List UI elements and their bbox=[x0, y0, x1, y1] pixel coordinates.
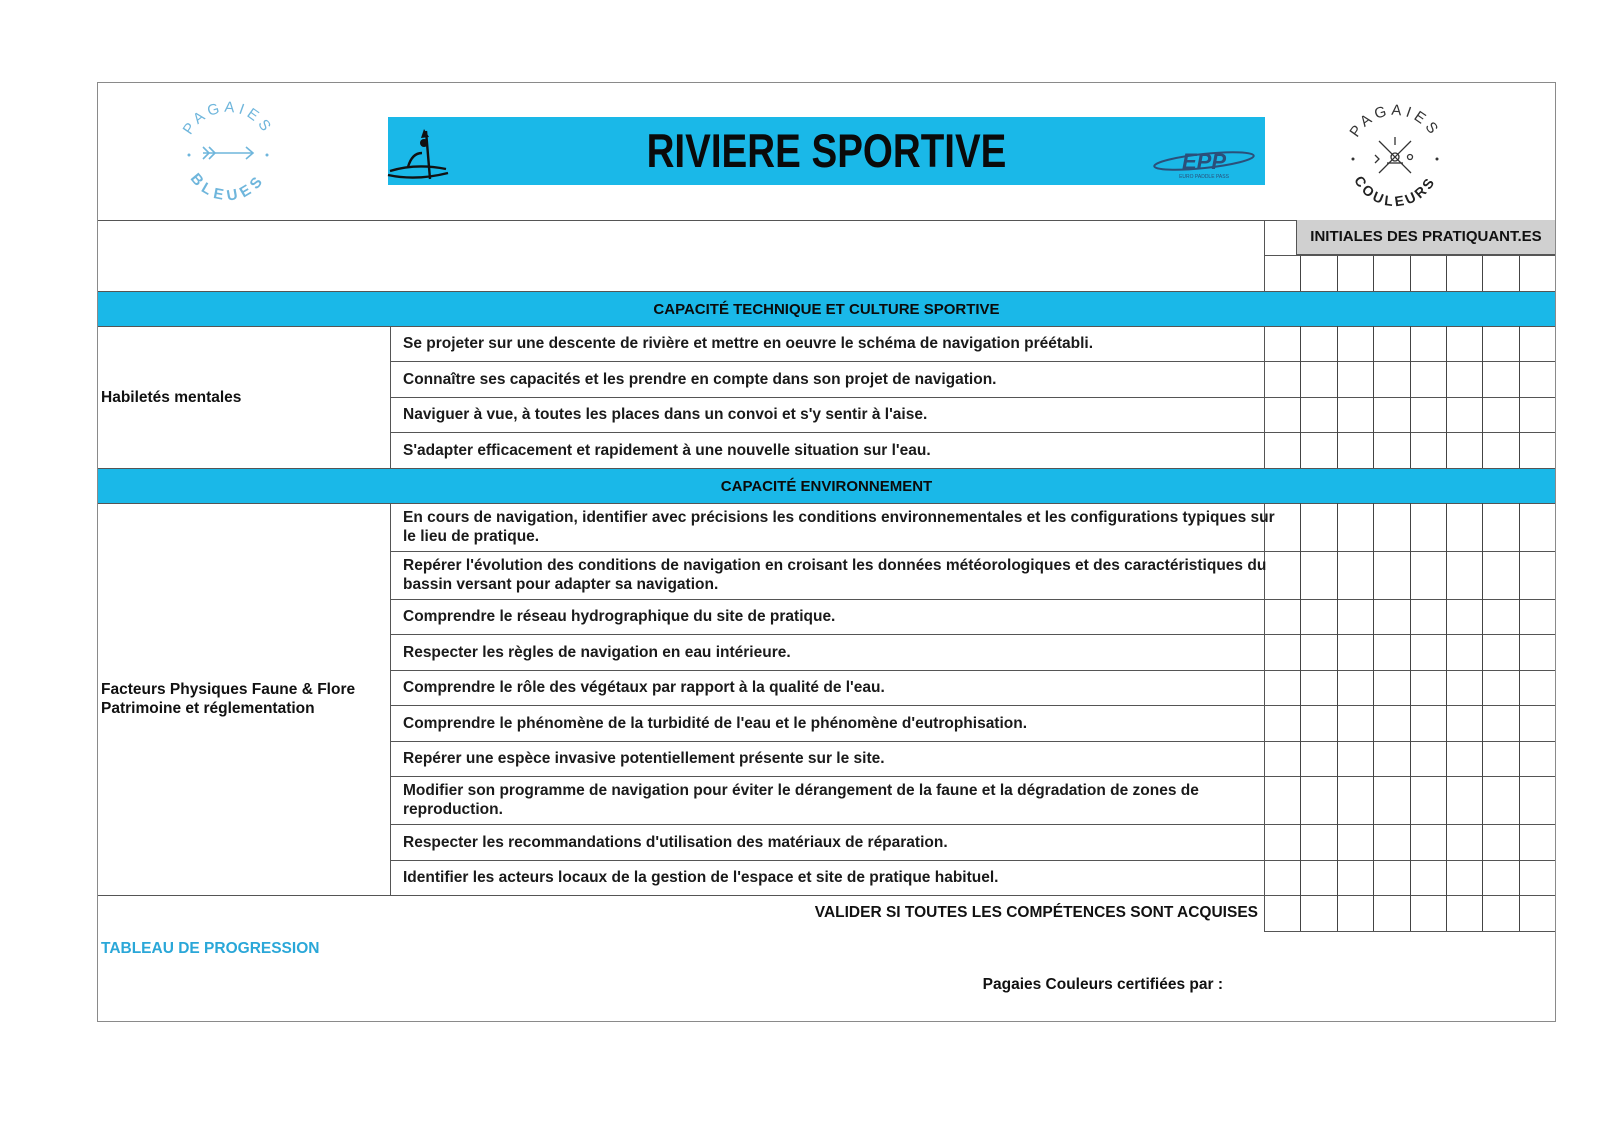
logo-pagaies-bleues-graphic bbox=[173, 97, 283, 207]
category-habiletes bbox=[101, 326, 391, 468]
initials-cell[interactable] bbox=[1373, 741, 1409, 776]
initials-cell[interactable] bbox=[1337, 255, 1373, 291]
initials-cell[interactable] bbox=[1300, 432, 1336, 468]
section-band-technique bbox=[98, 291, 1555, 327]
initials-cell[interactable] bbox=[1337, 824, 1373, 860]
initials-cell[interactable] bbox=[1410, 634, 1446, 670]
initials-cell[interactable] bbox=[1264, 432, 1300, 468]
initials-cell[interactable] bbox=[1264, 741, 1300, 776]
criterion-text: En cours de navigation, identifier avec précisions les conditions environnementales et les configurations typiques sur le lieu de pratique. bbox=[403, 509, 1275, 545]
svg-text:PAGAIES bbox=[180, 99, 277, 138]
initials-cell[interactable] bbox=[1373, 776, 1409, 824]
initials-cell[interactable] bbox=[1373, 705, 1409, 741]
initials-cell[interactable] bbox=[1300, 551, 1336, 599]
initials-cell[interactable] bbox=[1446, 503, 1482, 551]
initials-cell[interactable] bbox=[1519, 670, 1555, 705]
category-facteurs bbox=[101, 503, 391, 895]
kayaker-icon bbox=[386, 129, 450, 185]
initials-cell[interactable] bbox=[1519, 824, 1555, 860]
initials-cell[interactable] bbox=[1300, 326, 1336, 361]
criterion-text: S'adapter efficacement et rapidement à une nouvelle situation sur l'eau. bbox=[403, 441, 931, 459]
initials-cell[interactable] bbox=[1410, 361, 1446, 397]
initials-cell[interactable] bbox=[1519, 361, 1555, 397]
criterion-row bbox=[400, 551, 1290, 599]
initials-cell[interactable] bbox=[1482, 503, 1518, 551]
initials-cell[interactable] bbox=[1410, 599, 1446, 634]
criterion-row bbox=[400, 634, 1290, 670]
criterion-text: Comprendre le phénomène de la turbidité de l'eau et le phénomène d'eutrophisation. bbox=[403, 714, 1028, 732]
section-band-environnement bbox=[98, 468, 1555, 504]
initials-cell[interactable] bbox=[1482, 326, 1518, 361]
initials-cell[interactable] bbox=[1519, 860, 1555, 895]
initials-cell[interactable] bbox=[1300, 361, 1336, 397]
initials-cell[interactable] bbox=[1482, 705, 1518, 741]
category-label: Habiletés mentales bbox=[101, 388, 242, 406]
initials-cell[interactable] bbox=[1337, 634, 1373, 670]
initials-cell[interactable] bbox=[1410, 551, 1446, 599]
criterion-row bbox=[400, 741, 1290, 776]
initials-cell[interactable] bbox=[1373, 551, 1409, 599]
compass-icon bbox=[1375, 137, 1413, 173]
category-label-line1: Facteurs Physiques Faune & Flore bbox=[101, 681, 356, 698]
initials-cell[interactable] bbox=[1482, 551, 1518, 599]
category-label-line2: Patrimoine et réglementation bbox=[101, 700, 315, 717]
initials-cell[interactable] bbox=[1300, 860, 1336, 895]
sponsor-logo bbox=[1148, 145, 1260, 181]
initials-cell[interactable] bbox=[1300, 824, 1336, 860]
initials-cell[interactable] bbox=[1337, 361, 1373, 397]
initials-cell[interactable] bbox=[1410, 741, 1446, 776]
criterion-text: Identifier les acteurs locaux de la gestion de l'espace et site de pratique habituel. bbox=[403, 869, 999, 886]
criterion-text: Comprendre le réseau hydrographique du site de pratique. bbox=[403, 608, 836, 625]
initials-cell[interactable] bbox=[1264, 705, 1300, 741]
initials-cell[interactable] bbox=[1373, 599, 1409, 634]
initials-cell[interactable] bbox=[1482, 634, 1518, 670]
initials-cell[interactable] bbox=[1373, 503, 1409, 551]
initials-cell[interactable] bbox=[1300, 741, 1336, 776]
initials-header-label: INITIALES DES PRATIQUANT.ES bbox=[1310, 228, 1542, 245]
criterion-text: Repérer une espèce invasive potentiellement présente sur le site. bbox=[403, 750, 885, 767]
criterion-text: Modifier son programme de navigation pour éviter le dérangement de la faune et la dégradation de zones de reproduction. bbox=[403, 782, 1199, 818]
initials-cell[interactable] bbox=[1337, 860, 1373, 895]
initials-cell[interactable] bbox=[1337, 397, 1373, 432]
initials-cell[interactable] bbox=[1519, 255, 1555, 291]
initials-cell[interactable] bbox=[1373, 824, 1409, 860]
logo-pagaies-bleues bbox=[173, 97, 283, 207]
initials-cell[interactable] bbox=[1519, 551, 1555, 599]
progress-sheet bbox=[97, 82, 1556, 1022]
criterion-row bbox=[400, 705, 1290, 741]
initials-cell[interactable] bbox=[1410, 503, 1446, 551]
criterion-text: Naviguer à vue, à toutes les places dans un convoi et s'y sentir à l'aise. bbox=[403, 406, 928, 423]
logo-right-bottom-text: COULEURS bbox=[1351, 172, 1439, 210]
initials-cell[interactable] bbox=[1264, 503, 1300, 551]
initials-cell[interactable] bbox=[1410, 326, 1446, 361]
initials-cell[interactable] bbox=[1337, 741, 1373, 776]
initials-cell[interactable] bbox=[1446, 599, 1482, 634]
initials-cell[interactable] bbox=[1519, 741, 1555, 776]
initials-cell[interactable] bbox=[1482, 741, 1518, 776]
criterion-row bbox=[400, 670, 1290, 705]
initials-cell[interactable] bbox=[1482, 361, 1518, 397]
criterion-row bbox=[400, 397, 1290, 432]
criterion-text: Connaître ses capacités et les prendre en compte dans son projet de navigation. bbox=[403, 370, 997, 388]
initials-cell[interactable] bbox=[1373, 670, 1409, 705]
initials-cell[interactable] bbox=[1446, 824, 1482, 860]
initials-cell[interactable] bbox=[1410, 255, 1446, 291]
initials-cell[interactable] bbox=[1410, 432, 1446, 468]
initials-cell[interactable] bbox=[1300, 705, 1336, 741]
initials-cell[interactable] bbox=[1300, 776, 1336, 824]
initials-cell[interactable] bbox=[1373, 397, 1409, 432]
initials-cell[interactable] bbox=[1446, 741, 1482, 776]
initials-cell[interactable] bbox=[1264, 255, 1300, 291]
progress-label: TABLEAU DE PROGRESSION bbox=[101, 940, 320, 957]
initials-cell[interactable] bbox=[1337, 503, 1373, 551]
validate-label: VALIDER SI TOUTES LES COMPÉTENCES SONT ACQUISES bbox=[814, 904, 1258, 921]
initials-cell[interactable] bbox=[1300, 895, 1336, 931]
initials-cell[interactable] bbox=[1264, 824, 1300, 860]
initials-cell[interactable] bbox=[1337, 326, 1373, 361]
initials-cell[interactable] bbox=[1446, 361, 1482, 397]
initials-cell[interactable] bbox=[1373, 432, 1409, 468]
logo-left-top-text: PAGAIES bbox=[179, 98, 277, 138]
criterion-text: Respecter les règles de navigation en eau intérieure. bbox=[403, 643, 791, 661]
initials-cell[interactable] bbox=[1446, 326, 1482, 361]
initials-cell[interactable] bbox=[1446, 634, 1482, 670]
logo-pagaies-couleurs bbox=[1339, 101, 1451, 213]
initials-cell[interactable] bbox=[1337, 551, 1373, 599]
sponsor-logo-text: EPP bbox=[1181, 149, 1227, 174]
initials-cell[interactable] bbox=[1337, 705, 1373, 741]
logo-right-top-text: PAGAIES bbox=[1346, 101, 1444, 141]
initials-cell[interactable] bbox=[1410, 824, 1446, 860]
initials-cell[interactable] bbox=[1264, 397, 1300, 432]
initials-cell[interactable] bbox=[1519, 326, 1555, 361]
initials-cell[interactable] bbox=[1337, 895, 1373, 931]
initials-cell[interactable] bbox=[1482, 432, 1518, 468]
initials-cell[interactable] bbox=[1446, 255, 1482, 291]
arrow-icon bbox=[203, 147, 253, 159]
initials-cell[interactable] bbox=[1482, 670, 1518, 705]
section-title-environnement: CAPACITÉ ENVIRONNEMENT bbox=[720, 478, 933, 495]
initials-cell[interactable] bbox=[1373, 255, 1409, 291]
initials-cell[interactable] bbox=[1519, 599, 1555, 634]
initials-cell[interactable] bbox=[1519, 776, 1555, 824]
initials-cell[interactable] bbox=[1519, 895, 1555, 931]
initials-cell[interactable] bbox=[1300, 599, 1336, 634]
initials-cell[interactable] bbox=[1264, 860, 1300, 895]
initials-cell[interactable] bbox=[1446, 670, 1482, 705]
criterion-text: Repérer l'évolution des conditions de navigation en croisant les données météorologiques et des caractéristiques du bassin versant pour adapter sa navigation. bbox=[403, 557, 1267, 593]
initials-cell[interactable] bbox=[1519, 705, 1555, 741]
initials-cell[interactable] bbox=[1337, 599, 1373, 634]
initials-cell[interactable] bbox=[1264, 634, 1300, 670]
initials-cell[interactable] bbox=[1446, 432, 1482, 468]
svg-text:BLEUES bbox=[187, 170, 269, 204]
initials-cell[interactable] bbox=[1264, 551, 1300, 599]
initials-cell[interactable] bbox=[1410, 776, 1446, 824]
initials-cell[interactable] bbox=[1410, 670, 1446, 705]
initials-cell[interactable] bbox=[1300, 503, 1336, 551]
initials-cell[interactable] bbox=[1410, 895, 1446, 931]
initials-cell[interactable] bbox=[1482, 895, 1518, 931]
logo-pagaies-couleurs-graphic bbox=[1339, 101, 1451, 213]
initials-cell[interactable] bbox=[1337, 670, 1373, 705]
initials-cell[interactable] bbox=[1446, 860, 1482, 895]
initials-cell[interactable] bbox=[1300, 255, 1336, 291]
initials-cell[interactable] bbox=[1264, 361, 1300, 397]
initials-cell[interactable] bbox=[1373, 361, 1409, 397]
initials-cell[interactable] bbox=[1373, 326, 1409, 361]
initials-cell[interactable] bbox=[1300, 397, 1336, 432]
initials-cell[interactable] bbox=[1482, 255, 1518, 291]
initials-cell[interactable] bbox=[1410, 397, 1446, 432]
sponsor-logo-subtext: EURO PADDLE PASS bbox=[1179, 174, 1229, 180]
criterion-row bbox=[400, 824, 1290, 860]
initials-cell[interactable] bbox=[1410, 860, 1446, 895]
initials-cell[interactable] bbox=[1373, 860, 1409, 895]
initials-cell[interactable] bbox=[1482, 397, 1518, 432]
initials-cell[interactable] bbox=[1264, 670, 1300, 705]
initials-cell[interactable] bbox=[1264, 895, 1300, 931]
initials-cell[interactable] bbox=[1300, 634, 1336, 670]
initials-cell[interactable] bbox=[1446, 776, 1482, 824]
initials-cell[interactable] bbox=[1482, 599, 1518, 634]
initials-cell[interactable] bbox=[1482, 776, 1518, 824]
criterion-row bbox=[400, 361, 1290, 397]
criterion-row bbox=[400, 776, 1290, 824]
initials-cell[interactable] bbox=[1482, 860, 1518, 895]
criterion-text: Comprendre le rôle des végétaux par rapport à la qualité de l'eau. bbox=[403, 679, 885, 696]
section-title-technique: CAPACITÉ TECHNIQUE ET CULTURE SPORTIVE bbox=[653, 301, 1000, 318]
criterion-row bbox=[400, 326, 1290, 361]
criterion-row bbox=[400, 503, 1290, 551]
initials-cell[interactable] bbox=[1519, 397, 1555, 432]
initials-cell[interactable] bbox=[1264, 776, 1300, 824]
initials-cell[interactable] bbox=[1410, 705, 1446, 741]
initials-header bbox=[1296, 220, 1555, 255]
page-title: RIVIERE SPORTIVE bbox=[646, 124, 1007, 177]
initials-cell[interactable] bbox=[1300, 670, 1336, 705]
criterion-text: Respecter les recommandations d'utilisation des matériaux de réparation. bbox=[403, 833, 948, 851]
initials-cell[interactable] bbox=[1519, 503, 1555, 551]
initials-cell[interactable] bbox=[1337, 432, 1373, 468]
initials-cell[interactable] bbox=[1337, 776, 1373, 824]
criterion-row bbox=[400, 860, 1290, 895]
initials-cell[interactable] bbox=[1446, 397, 1482, 432]
logo-left-bottom-text: BLEUES bbox=[186, 170, 270, 205]
initials-cell[interactable] bbox=[1519, 432, 1555, 468]
initials-cell[interactable] bbox=[1446, 705, 1482, 741]
initials-cell[interactable] bbox=[1446, 551, 1482, 599]
initials-cell[interactable] bbox=[1446, 895, 1482, 931]
svg-text:PAGAIES bbox=[1346, 102, 1443, 141]
initials-cell[interactable] bbox=[1373, 895, 1409, 931]
certified-label: Pagaies Couleurs certifiées par : bbox=[982, 976, 1223, 993]
criterion-text: Se projeter sur une descente de rivière et mettre en oeuvre le schéma de navigation préétabli. bbox=[403, 335, 1094, 352]
title-banner bbox=[388, 117, 1265, 185]
initials-cell[interactable] bbox=[1264, 599, 1300, 634]
svg-text:COULEURS bbox=[1351, 173, 1439, 210]
initials-cell[interactable] bbox=[1264, 326, 1300, 361]
initials-cell[interactable] bbox=[1519, 634, 1555, 670]
criterion-row bbox=[400, 432, 1290, 468]
initials-cell[interactable] bbox=[1482, 824, 1518, 860]
initials-cell[interactable] bbox=[1373, 634, 1409, 670]
criterion-row bbox=[400, 599, 1290, 634]
